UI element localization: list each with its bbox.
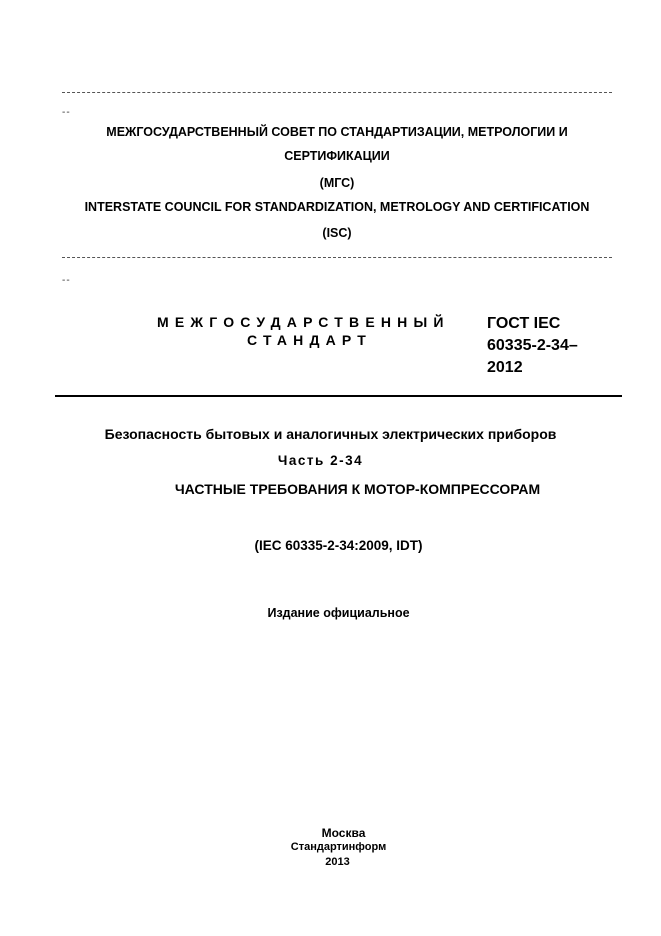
council-abbr-ru: (МГС) xyxy=(319,176,355,190)
publication-year: 2013 xyxy=(325,856,350,868)
council-name-ru-line2: СЕРТИФИКАЦИИ xyxy=(284,149,390,163)
standard-label-line2: СТАНДАРТ xyxy=(247,332,373,348)
council-name-ru-line1: МЕЖГОСУДАРСТВЕННЫЙ СОВЕТ ПО СТАНДАРТИЗАЦИИ, МЕТРОЛОГИИ И xyxy=(106,125,568,139)
document-subtitle: ЧАСТНЫЕ ТРЕБОВАНИЯ К МОТОР-КОМПРЕССОРАМ xyxy=(174,481,541,497)
middle-dashed-separator xyxy=(62,257,612,258)
publisher-city: Москва xyxy=(321,826,366,840)
standard-label-line1: МЕЖГОСУДАРСТВЕННЫЙ xyxy=(157,314,450,330)
document-title: Безопасность бытовых и аналогичных электрических приборов xyxy=(104,426,557,442)
standard-number-line2: 60335-2-34– xyxy=(487,337,578,354)
publisher-name: Стандартинформ xyxy=(290,841,387,853)
top-dashed-separator xyxy=(62,92,612,93)
horizontal-rule xyxy=(55,395,622,397)
iec-reference: (IEC 60335-2-34:2009, IDT) xyxy=(254,538,423,553)
standard-number-line3: 2012 xyxy=(487,359,523,376)
edition-note: Издание официальное xyxy=(267,606,410,620)
top-dash-tail: -- xyxy=(62,107,71,118)
council-name-en: INTERSTATE COUNCIL FOR STANDARDIZATION, METROLOGY AND CERTIFICATION xyxy=(84,200,590,214)
standard-number-line1: ГОСТ IEC xyxy=(487,315,561,332)
middle-dash-tail: -- xyxy=(62,275,71,286)
document-part: Часть 2-34 xyxy=(277,453,364,468)
council-abbr-en: (ISC) xyxy=(322,226,352,240)
